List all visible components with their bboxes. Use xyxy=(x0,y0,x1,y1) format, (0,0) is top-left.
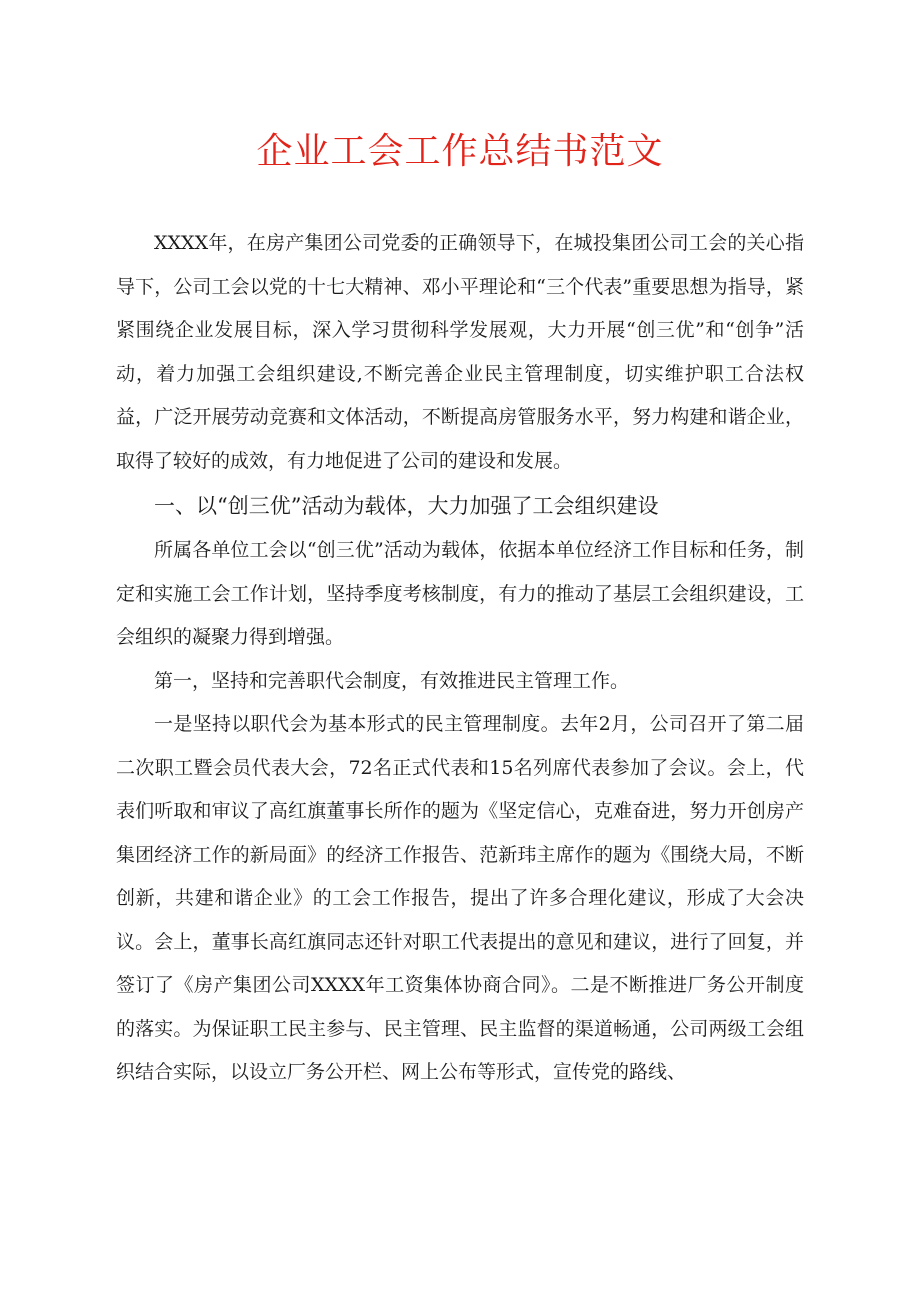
document-body xyxy=(116,222,804,1095)
paragraph-democratic-management: 一是坚持以职代会为基本形式的民主管理制度。去年2月，公司召开了第二届二次职工暨会员代表大会，72名正式代表和15名列席代表参加了会议。会上，代表们听取和审议了高红旗董事长所作的题为《坚定信心，克难奋进，努力开创房产集团经济工作的新局面》的经济工作报告、范新玮主席作的题为《围绕大局，不断创新，共建和谐企业》的工会工作报告，提出了许多合理化建议，形成了大会决议。会上，董事长高红旗同志还针对职工代表提出的意见和建议，进行了回复，并签订了《房产集团公司XXXX年工资集体协商合同》。二是不断推进厂务公开制度的落实。为保证职工民主参与、民主管理、民主监督的渠道畅通，公司两级工会组织结合实际，以设立厂务公开栏、网上公布等形式，宣传党的路线、 xyxy=(116,713,804,1083)
paragraph-intro: XXXX年，在房产集团公司党委的正确领导下，在城投集团公司工会的关心指导下，公司工会以党的十七大精神、邓小平理论和“三个代表”重要思想为指导，紧紧围绕企业发展目标，深入学习贯彻科学发展观，大力开展“创三优”和“创争”活动，着力加强工会组织建设,不断完善企业民主管理制度，切实维护职工合法权益，广泛开展劳动竞赛和文体活动，不断提高房管服务水平，努力构建和谐企业，取得了较好的成效，有力地促进了公司的建设和发展。 xyxy=(116,232,804,472)
paragraph-section-1: 所属各单位工会以“创三优”活动为载体，依据本单位经济工作目标和任务，制定和实施工会工作计划，坚持季度考核制度，有力的推动了基层工会组织建设，工会组织的凝聚力得到增强。 xyxy=(116,539,804,648)
document-title: 企业工会工作总结书范文 xyxy=(256,131,664,172)
paragraph-first-point: 第一，坚持和完善职代会制度，有效推进民主管理工作。 xyxy=(154,669,630,692)
section-heading-1: 一、以“创三优”活动为载体，大力加强了工会组织建设 xyxy=(154,494,659,518)
